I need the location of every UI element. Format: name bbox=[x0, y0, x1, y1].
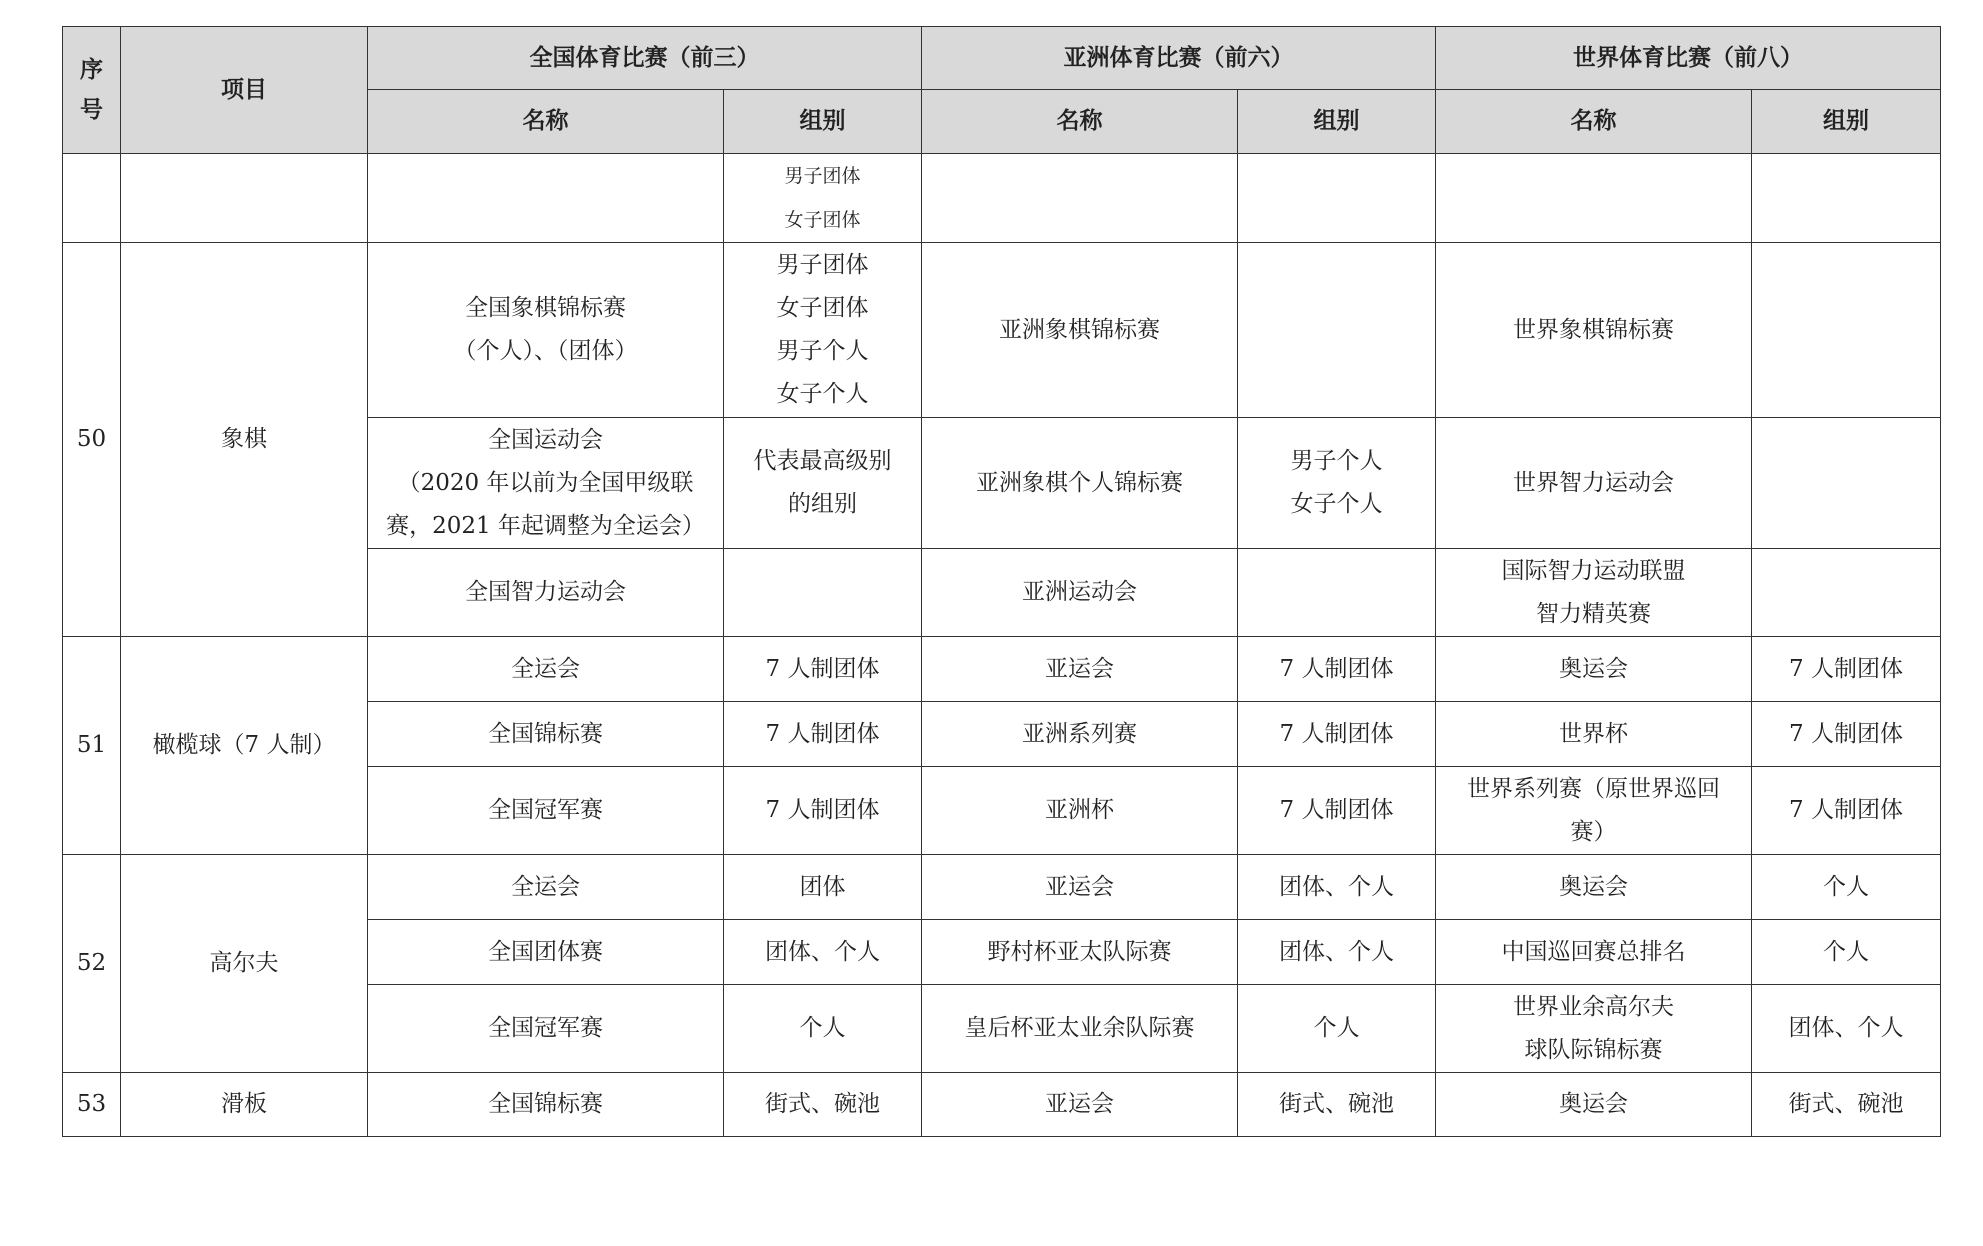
cell-world-name: 奥运会 bbox=[1436, 855, 1752, 920]
cell-asian-group: 7 人制团体 bbox=[1238, 637, 1436, 702]
cell-national-group: 街式、碗池 bbox=[724, 1073, 922, 1137]
cell-seq: 52 bbox=[63, 855, 121, 1073]
cell-world-name: 奥运会 bbox=[1436, 1073, 1752, 1137]
cell-world-group: 7 人制团体 bbox=[1752, 702, 1941, 767]
cell-national-group bbox=[724, 243, 922, 418]
cell-line: 世界系列赛（原世界巡回 bbox=[1467, 775, 1720, 802]
cell-world-group bbox=[1752, 154, 1941, 243]
cell-national-group: 个人 bbox=[724, 985, 922, 1073]
cell-seq bbox=[63, 154, 121, 243]
cell-national-name bbox=[368, 154, 724, 243]
cell-line: 代表最高级别 bbox=[753, 448, 892, 474]
competition-table bbox=[62, 26, 1941, 1137]
table-row bbox=[63, 855, 1941, 920]
cell-world-name bbox=[1436, 154, 1752, 243]
cell-national-name: 全国冠军赛 bbox=[368, 985, 724, 1073]
header-national: 全国体育比赛（前三） bbox=[368, 27, 922, 90]
cell-asian-group bbox=[1238, 243, 1436, 418]
cell-world-group bbox=[1752, 243, 1941, 418]
cell-line: 女子团体 bbox=[784, 209, 861, 231]
cell-national-name: 全运会 bbox=[368, 637, 724, 702]
cell-asian-name: 野村杯亚太队际赛 bbox=[922, 920, 1238, 985]
cell-world-name: 中国巡回赛总排名 bbox=[1436, 920, 1752, 985]
cell-world-name: 世界智力运动会 bbox=[1436, 418, 1752, 549]
cell-asian-group: 街式、碗池 bbox=[1238, 1073, 1436, 1137]
cell-project: 高尔夫 bbox=[121, 855, 368, 1073]
table-row bbox=[63, 243, 1941, 418]
table-row-continuation bbox=[63, 154, 1941, 243]
cell-project bbox=[121, 154, 368, 243]
cell-project: 象棋 bbox=[121, 243, 368, 637]
cell-asian-name: 亚运会 bbox=[922, 855, 1238, 920]
cell-world-group bbox=[1752, 549, 1941, 637]
cell-national-group: 7 人制团体 bbox=[724, 702, 922, 767]
cell-asian-group bbox=[1238, 418, 1436, 549]
cell-line: 智力精英赛 bbox=[1536, 600, 1651, 627]
cell-national-group bbox=[724, 418, 922, 549]
header-asian-name: 名称 bbox=[922, 90, 1238, 154]
cell-line: 全国象棋锦标赛 bbox=[465, 295, 626, 321]
header-national-group: 组别 bbox=[724, 90, 922, 154]
cell-asian-group: 团体、个人 bbox=[1238, 920, 1436, 985]
cell-line: 赛） bbox=[1570, 818, 1617, 845]
cell-world-name: 世界杯 bbox=[1436, 702, 1752, 767]
cell-world-name: 奥运会 bbox=[1436, 637, 1752, 702]
cell-line: 男子个人 bbox=[1290, 448, 1383, 474]
cell-asian-name: 亚洲象棋锦标赛 bbox=[922, 243, 1238, 418]
cell-world-group bbox=[1752, 418, 1941, 549]
cell-national-group: 7 人制团体 bbox=[724, 767, 922, 855]
cell-world-name bbox=[1436, 985, 1752, 1073]
cell-national-name: 全国智力运动会 bbox=[368, 549, 724, 637]
cell-world-group: 团体、个人 bbox=[1752, 985, 1941, 1073]
cell-line: 球队际锦标赛 bbox=[1524, 1036, 1663, 1063]
cell-line: 男子个人 bbox=[776, 338, 869, 364]
header-asian: 亚洲体育比赛（前六） bbox=[922, 27, 1436, 90]
cell-line: 男子团体 bbox=[776, 252, 869, 278]
cell-asian-name: 亚洲象棋个人锦标赛 bbox=[922, 418, 1238, 549]
cell-asian-name: 亚运会 bbox=[922, 637, 1238, 702]
cell-world-name bbox=[1436, 549, 1752, 637]
cell-line: 男子团体 bbox=[784, 165, 861, 187]
cell-world-name: 世界象棋锦标赛 bbox=[1436, 243, 1752, 418]
header-project: 项目 bbox=[121, 27, 368, 154]
cell-line: 国际智力运动联盟 bbox=[1501, 557, 1686, 584]
table-row bbox=[63, 1073, 1941, 1137]
cell-national-name: 全国锦标赛 bbox=[368, 702, 724, 767]
header-world: 世界体育比赛（前八） bbox=[1436, 27, 1941, 90]
cell-national-group: 团体、个人 bbox=[724, 920, 922, 985]
header-seq-line-2: 号 bbox=[80, 97, 103, 123]
cell-world-group: 个人 bbox=[1752, 855, 1941, 920]
cell-line: 世界业余高尔夫 bbox=[1513, 993, 1674, 1020]
header-world-name: 名称 bbox=[1436, 90, 1752, 154]
cell-line: 女子个人 bbox=[1290, 491, 1383, 517]
cell-line: （个人）、（团体） bbox=[453, 338, 638, 364]
cell-national-name: 全国锦标赛 bbox=[368, 1073, 724, 1137]
cell-national-group bbox=[724, 154, 922, 243]
cell-asian-name: 亚洲运动会 bbox=[922, 549, 1238, 637]
cell-asian-name bbox=[922, 154, 1238, 243]
cell-national-group: 团体 bbox=[724, 855, 922, 920]
cell-asian-name: 亚洲系列赛 bbox=[922, 702, 1238, 767]
cell-world-group: 街式、碗池 bbox=[1752, 1073, 1941, 1137]
cell-seq: 53 bbox=[63, 1073, 121, 1137]
header-asian-group: 组别 bbox=[1238, 90, 1436, 154]
cell-national-name bbox=[368, 243, 724, 418]
cell-national-name: 全国团体赛 bbox=[368, 920, 724, 985]
cell-line: 全国运动会 bbox=[488, 426, 603, 453]
header-seq bbox=[63, 27, 121, 154]
cell-line: 的组别 bbox=[788, 491, 857, 517]
cell-seq: 51 bbox=[63, 637, 121, 855]
cell-national-group bbox=[724, 549, 922, 637]
cell-asian-name: 亚洲杯 bbox=[922, 767, 1238, 855]
cell-asian-group: 7 人制团体 bbox=[1238, 767, 1436, 855]
header-row-1 bbox=[63, 27, 1941, 90]
cell-line: 女子团体 bbox=[776, 295, 869, 321]
cell-national-group: 7 人制团体 bbox=[724, 637, 922, 702]
cell-national-name: 全运会 bbox=[368, 855, 724, 920]
table-row bbox=[63, 637, 1941, 702]
cell-world-group: 7 人制团体 bbox=[1752, 767, 1941, 855]
cell-world-group: 个人 bbox=[1752, 920, 1941, 985]
cell-line: （2020 年以前为全国甲级联 bbox=[397, 469, 694, 496]
header-national-name: 名称 bbox=[368, 90, 724, 154]
cell-project: 橄榄球（7 人制） bbox=[121, 637, 368, 855]
cell-asian-group: 团体、个人 bbox=[1238, 855, 1436, 920]
cell-world-group: 7 人制团体 bbox=[1752, 637, 1941, 702]
cell-national-name: 全国冠军赛 bbox=[368, 767, 724, 855]
cell-asian-group: 7 人制团体 bbox=[1238, 702, 1436, 767]
cell-asian-group bbox=[1238, 549, 1436, 637]
cell-seq: 50 bbox=[63, 243, 121, 637]
cell-line: 女子个人 bbox=[776, 381, 869, 407]
cell-asian-name: 亚运会 bbox=[922, 1073, 1238, 1137]
cell-world-name bbox=[1436, 767, 1752, 855]
cell-asian-name: 皇后杯亚太业余队际赛 bbox=[922, 985, 1238, 1073]
cell-line: 赛，2021 年起调整为全运会） bbox=[386, 512, 705, 539]
cell-project: 滑板 bbox=[121, 1073, 368, 1137]
header-seq-line-1: 序 bbox=[80, 57, 103, 83]
cell-national-name bbox=[368, 418, 724, 549]
cell-asian-group bbox=[1238, 154, 1436, 243]
header-world-group: 组别 bbox=[1752, 90, 1941, 154]
cell-asian-group: 个人 bbox=[1238, 985, 1436, 1073]
